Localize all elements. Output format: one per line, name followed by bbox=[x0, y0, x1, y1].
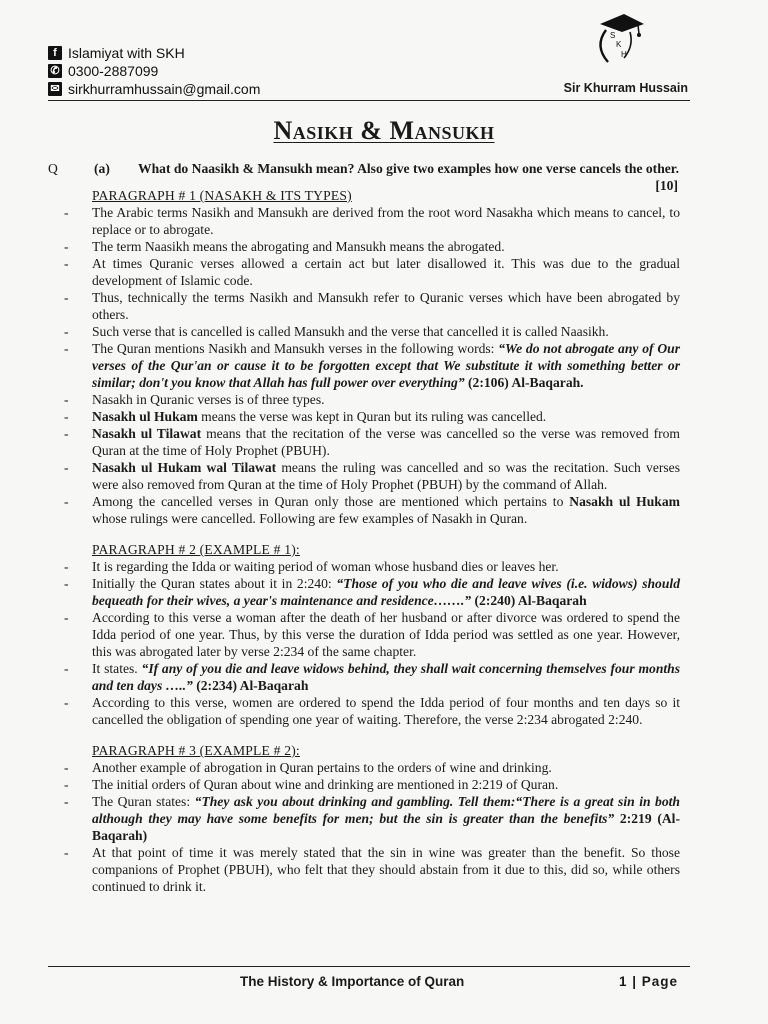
list-item: - Nasakh ul Tilawat means that the recitation of the verse was cancelled so the verse was removed from Quran at the time of Holy Prophet (PBUH). bbox=[48, 425, 680, 459]
document-body bbox=[48, 160, 680, 895]
phone-text: 0300-2887099 bbox=[68, 63, 159, 79]
phone-icon: ✆ bbox=[48, 64, 62, 78]
list-item: - Such verse that is cancelled is called Mansukh and the verse that cancelled it is called Naasikh. bbox=[48, 323, 680, 340]
facebook-text: Islamiyat with SKH bbox=[68, 45, 185, 61]
facebook-icon: f bbox=[48, 46, 62, 60]
email-row bbox=[48, 80, 260, 98]
email-icon: ✉ bbox=[48, 82, 62, 96]
paragraph-2-heading: PARAGRAPH # 2 (EXAMPLE # 1): bbox=[92, 542, 300, 557]
logo-letter-h: H bbox=[621, 50, 627, 59]
paragraph-1-list bbox=[48, 204, 680, 527]
list-item: - Nasakh ul Hukam means the verse was kept in Quran but its ruling was cancelled. bbox=[48, 408, 680, 425]
phone-row bbox=[48, 62, 260, 80]
list-item: - Nasakh ul Hukam wal Tilawat means the ruling was cancelled and so was the recitation. Such verses were also removed from Quran at the time of Holy Prophet (PBUH) by the command of Allah. bbox=[48, 459, 680, 493]
header-divider bbox=[48, 100, 690, 101]
list-item: - According to this verse a woman after the death of her husband or after divorce was ordered to spend the Idda period of one year. Thus, by this verse the duration of Idda period was settled as one year. However, this was abrogated later by verse 2:234 of the same chapter. bbox=[48, 609, 680, 660]
footer-title: The History & Importance of Quran bbox=[240, 974, 465, 989]
facebook-row bbox=[48, 44, 260, 62]
list-item: - The initial orders of Quran about wine and drinking are mentioned in 2:219 of Quran. bbox=[48, 776, 680, 793]
list-item: - Thus, technically the terms Nasikh and Mansukh refer to Quranic verses which have been abrogated by others. bbox=[48, 289, 680, 323]
page-title: NASIKH & MANSUKH bbox=[273, 116, 495, 145]
list-item: - The Quran states: “They ask you about drinking and gambling. Tell them:“There is a great sin in both although they may have some benefits for men; but the sin is greater than the benefits” 2:219 (Al-Baqarah) bbox=[48, 793, 680, 844]
list-item: - Another example of abrogation in Quran pertains to the orders of wine and drinking. bbox=[48, 759, 680, 776]
paragraph-3-heading: PARAGRAPH # 3 (EXAMPLE # 2): bbox=[92, 743, 300, 758]
email-text: sirkhurramhussain@gmail.com bbox=[68, 81, 261, 97]
list-item: - The term Naasikh means the abrogating and Mansukh means the abrogated. bbox=[48, 238, 680, 255]
logo-letter-s: S bbox=[610, 31, 616, 40]
list-item: - It states. “If any of you die and leave widows behind, they shall wait concerning themselves four months and ten days …..” (2:234) Al-Baqarah bbox=[48, 660, 680, 694]
question-text: What do Naasikh & Mansukh mean? Also give two examples how one verse cancels the other. bbox=[138, 161, 679, 176]
skh-logo-icon bbox=[584, 10, 644, 68]
list-item: - According to this verse, women are ordered to spend the Idda period of four months and ten days so it cancelled the obligation of spending one year of waiting. Therefore, the verse 2:234 abrogated 2:240. bbox=[48, 694, 680, 728]
list-item: - At that point of time it was merely stated that the sin in wine was greater than the benefit. So those companions of Prophet (PBUH), who felt that they should abstain from it due to this, did so, while others continued to drink it. bbox=[48, 844, 680, 895]
paragraph-1-heading: PARAGRAPH # 1 (NASAKH & ITS TYPES) bbox=[92, 188, 352, 203]
question-number: Q bbox=[48, 161, 58, 176]
paragraph-2-list bbox=[48, 558, 680, 728]
page-number: 1 | Page bbox=[618, 974, 678, 989]
footer-divider bbox=[48, 966, 690, 967]
list-item: - Initially the Quran states about it in 2:240: “Those of you who die and leave wives (i.e. widows) should bequeath for their wives, a year's maintenance and residence…….” (2:240) Al-Baqarah bbox=[48, 575, 680, 609]
author-name: Sir Khurram Hussain bbox=[563, 81, 688, 95]
question-part: (a) bbox=[94, 161, 110, 176]
list-item: - Among the cancelled verses in Quran only those are mentioned which pertains to Nasakh ul Hukam whose rulings were cancelled. Following are few examples of Nasakh in Quran. bbox=[48, 493, 680, 527]
page-header bbox=[48, 31, 688, 104]
question-marks: [10] bbox=[655, 178, 678, 193]
paragraph-3-list bbox=[48, 759, 680, 895]
contact-info bbox=[48, 44, 260, 98]
logo-letter-k: K bbox=[616, 40, 622, 49]
question-block bbox=[48, 160, 680, 193]
list-item: - The Quran mentions Nasikh and Mansukh verses in the following words: “We do not abrogate any of Our verses of the Qur'an or cause it to be forgotten except that We substitute it with something better or similar; don't you know that Allah has full power over everything” (2:106) Al-Baqarah. bbox=[48, 340, 680, 391]
list-item: - The Arabic terms Nasikh and Mansukh are derived from the root word Nasakha which means to cancel, to replace or to abrogate. bbox=[48, 204, 680, 238]
list-item: - Nasakh in Quranic verses is of three types. bbox=[48, 391, 680, 408]
list-item: - At times Quranic verses allowed a certain act but later disallowed it. This was due to the gradual development of Islamic code. bbox=[48, 255, 680, 289]
list-item: - It is regarding the Idda or waiting period of woman whose husband dies or leaves her. bbox=[48, 558, 680, 575]
